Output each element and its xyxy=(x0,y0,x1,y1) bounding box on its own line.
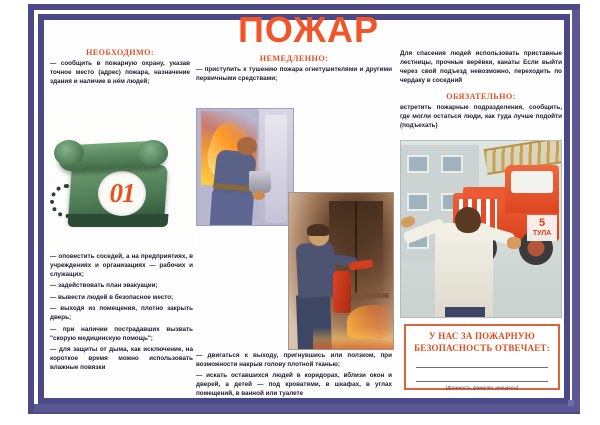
phone-earpiece-right xyxy=(138,140,168,166)
column-right xyxy=(400,50,562,131)
bucket-man-hand xyxy=(253,191,265,200)
responsibility-title-line1: У НАС ЗА ПОЖАРНУЮ xyxy=(429,331,535,341)
middle-intro-text: — приступить к тушению пожара огнетушителями и другими первичными средствами; xyxy=(196,66,392,82)
man-with-fire-extinguisher-photo xyxy=(288,192,394,350)
fire-truck-and-man-pointing-photo xyxy=(400,140,562,318)
responsibility-box xyxy=(404,324,560,390)
page-title: ПОЖАР xyxy=(238,9,379,50)
building-window xyxy=(407,155,429,173)
heading-obyazatelno: ОБЯЗАТЕЛЬНО: xyxy=(446,91,516,101)
floor-flames-icon xyxy=(313,327,394,350)
list-item: — оповестить соседей, а на предприятиях, в учреждениях и организациях — рабочих и служащих; xyxy=(50,253,193,278)
responsibility-caption: (Должность, фамилия, инициалы) xyxy=(445,385,519,391)
list-item: — вывести людей в безопасное место; xyxy=(50,293,174,301)
fire-truck-unit-plate xyxy=(527,215,557,241)
left-intro-text: — сообщить в пожарную охрану, указав точное место (адрес) пожара, назначение здания и наличие в нём людей; xyxy=(50,60,190,85)
phone-dial xyxy=(98,171,146,216)
man-extinguishing-fire-with-bucket-photo xyxy=(196,108,294,226)
pointing-man-head xyxy=(455,207,481,233)
right-body-text: встретить пожарные подразделения, сообщить, где могли остаться люди, как туда лучше подойти (подъехать) xyxy=(400,103,562,129)
list-item: — искать оставшихся людей в коридорах, вблизи окон и дверей, а детей — под кроватями, в шкафах, в углах помещений, в ванной или туалете xyxy=(196,372,392,398)
left-instruction-list xyxy=(50,253,193,376)
list-item: — двигаться к выходу, пригнувшись или ползком, при возможности накрыв голову плотной тканью; xyxy=(196,352,392,368)
signature-line[interactable] xyxy=(416,373,548,382)
signature-line[interactable] xyxy=(416,359,548,368)
heading-neobhodimo: НЕОБХОДИМО: xyxy=(85,48,155,57)
water-bucket-icon xyxy=(249,171,271,193)
bucket-scene-door xyxy=(265,115,287,223)
pointing-man-right-hand xyxy=(507,237,521,249)
phone-earpiece-left xyxy=(54,140,84,166)
heading-nemedlenno: НЕМЕДЛЕННО: xyxy=(259,54,329,63)
extinguisher-man-torso xyxy=(296,242,337,298)
fire-truck-windshield xyxy=(511,171,553,193)
bucket-man-head xyxy=(237,137,257,155)
pointing-man-legs xyxy=(445,307,485,318)
poster-frame-shadow-bottom xyxy=(34,404,580,412)
fire-extinguisher-icon xyxy=(333,271,351,313)
column-left xyxy=(50,48,190,87)
column-middle xyxy=(196,54,392,84)
list-item: — задействовать план эвакуации; xyxy=(50,282,158,290)
list-item: — для защиты от дыма, как исключение, на короткое время можно использовать влажные повязки xyxy=(50,346,193,372)
unit-number: 5 xyxy=(538,217,546,229)
middle-instruction-list xyxy=(196,352,392,402)
right-intro-text: Для спасения людей использовать приставные лестницы, прочные верёвки, канаты Если выйти через свой подъезд невозможно, переходить по чердаку в соседний xyxy=(400,50,562,84)
unit-city: ТУЛА xyxy=(532,229,552,237)
building-window xyxy=(407,193,429,211)
poster-frame-shadow-right xyxy=(572,10,580,412)
poster-corner-marker xyxy=(568,400,574,406)
emergency-number-label: 01 xyxy=(109,178,135,208)
extinguisher-man-hair xyxy=(307,224,329,236)
rotary-telephone-photo xyxy=(46,110,194,248)
responsibility-title-line2: БЕЗОПАСНОСТЬ ОТВЕЧАЕТ: xyxy=(414,343,550,354)
building-window xyxy=(441,155,463,173)
list-item: — выходя из помещения, плотно закрыть дверь; xyxy=(50,305,193,322)
responsibility-title xyxy=(406,326,558,354)
list-item: — при наличии пострадавших вызвать "скорую медицинскую помощь"; xyxy=(50,325,193,342)
extinguisher-scene-door-seam xyxy=(355,201,357,297)
